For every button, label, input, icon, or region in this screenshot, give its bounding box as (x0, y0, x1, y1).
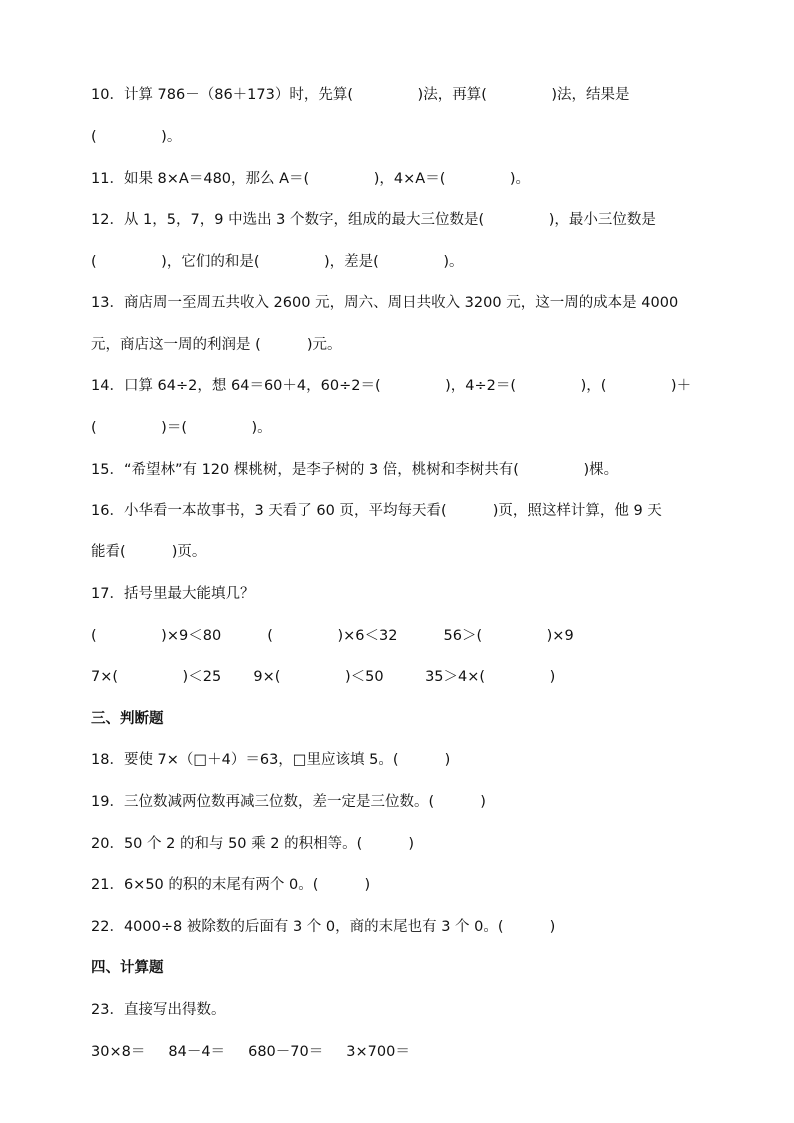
q19: 19．三位数减两位数再减三位数，差一定是三位数。( ) (91, 794, 486, 810)
q10-line2: ( )。 (91, 129, 182, 145)
q14-line1: 14．口算 64÷2，想 64＝60＋4，60÷2＝( )，4÷2＝( )，( )＋ (91, 378, 692, 394)
q15: 15．“希望林”有 120 棵桃树，是李子树的 3 倍，桃树和李树共有( )棵。 (91, 462, 619, 478)
section-title-judgement: 三、判断题 (91, 711, 164, 727)
q20: 20．50 个 2 的和与 50 乘 2 的积相等。( ) (91, 836, 414, 852)
q13-line2: 元，商店这一周的利润是 ( )元。 (91, 337, 342, 353)
q12-line2: ( )，它们的和是( )，差是( )。 (91, 254, 464, 270)
q21: 21．6×50 的积的末尾有两个 0。( ) (91, 877, 371, 893)
q17-row1: ( )×9＜80 ( )×6＜32 56＞( )×9 (91, 628, 574, 644)
q16-line1: 16．小华看一本故事书，3 天看了 60 页，平均每天看( )页，照这样计算，他 9 天 (91, 503, 662, 519)
q17: 17．括号里最大能填几？ (91, 586, 255, 602)
q17-row2: 7×( )＜25 9×( )＜50 35＞4×( ) (91, 669, 556, 685)
q18: 18．要使 7×（□＋4）＝63，□里应该填 5。( ) (91, 752, 451, 768)
q22: 22．4000÷8 被除数的后面有 3 个 0，商的末尾也有 3 个 0。( ) (91, 919, 556, 935)
section-title-calculation: 四、计算题 (91, 960, 164, 976)
q10-line1: 10．计算 786－（86＋173）时，先算( )法，再算( )法，结果是 (91, 87, 630, 103)
q12-line1: 12．从 1，5，7，9 中选出 3 个数字，组成的最大三位数是( )，最小三位数是 (91, 212, 656, 228)
q13-line1: 13．商店周一至周五共收入 2600 元，周六、周日共收入 3200 元，这一周的成本是 4000 (91, 295, 679, 311)
q11: 11．如果 8×A＝480，那么 A＝( )，4×A＝( )。 (91, 171, 531, 187)
q14-line2: ( )＝( )。 (91, 420, 272, 436)
q23: 23．直接写出得数。 (91, 1002, 226, 1018)
q16-line2: 能看( )页。 (91, 544, 207, 560)
q23-row1: 30×8＝ 84－4＝ 680－70＝ 3×700＝ (91, 1044, 410, 1060)
